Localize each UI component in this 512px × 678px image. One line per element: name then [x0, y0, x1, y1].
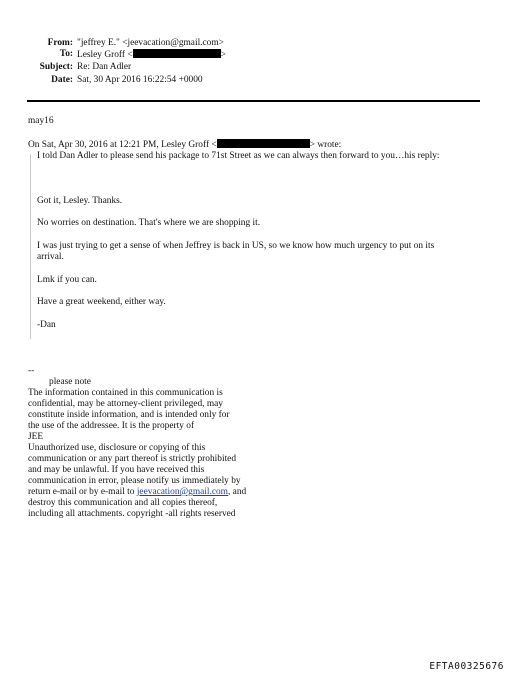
- disclaimer-line: constitute inside information, and is intended only for: [28, 410, 230, 420]
- quote-line: I told Dan Adler to please send his package to 71st Street as we can always then forward to you…his reply:: [37, 151, 440, 161]
- disclaimer-line: including all attachments. copyright -all rights reserved: [28, 509, 236, 519]
- note-title: please note: [49, 377, 91, 387]
- disclaimer-line: communication or any part thereof is strictly prohibited: [28, 454, 237, 464]
- date-value: Sat, 30 Apr 2016 16:22:54 +0000: [77, 75, 203, 85]
- quoted-line: Lmk if you can.: [37, 275, 97, 285]
- email-line-suffix: , and: [227, 487, 247, 497]
- reply-text: may16: [28, 116, 54, 126]
- redaction-box: [217, 139, 310, 148]
- to-value: [77, 49, 226, 61]
- quoted-line: No worries on destination. That's where we are shopping it.: [37, 218, 261, 228]
- disclaimer-line: confidential, may be attorney-client privileged, may: [28, 399, 223, 409]
- disclaimer-line: Unauthorized use, disclosure or copying of this: [28, 443, 206, 453]
- to-label: To:: [59, 49, 73, 59]
- disclaimer-line: and may be unlawful. If you have received this: [28, 465, 205, 475]
- email-line-prefix: return e-mail or by e-mail to: [28, 487, 137, 497]
- disclaimer-line: the use of the addressee. It is the property of: [28, 421, 195, 431]
- quote-intro: [28, 139, 341, 151]
- to-suffix: >: [220, 50, 226, 60]
- quoted-line: Got it, Lesley. Thanks.: [37, 196, 123, 206]
- from-label: From:: [47, 38, 73, 48]
- subject-value: Re: Dan Adler: [77, 62, 132, 72]
- disclaimer-line: communication in error, please notify us immediately by: [28, 476, 241, 486]
- date-label: Date:: [51, 75, 73, 85]
- quote-bar: [30, 154, 31, 339]
- quoted-line: arrival.: [37, 252, 64, 262]
- to-prefix: Lesley Groff <: [77, 50, 133, 60]
- header-divider: [27, 100, 480, 102]
- email-link[interactable]: jeevacation@gmail.com: [136, 487, 228, 497]
- quote-intro-suffix: > wrote:: [309, 140, 342, 150]
- quoted-line: Have a great weekend, either way.: [37, 297, 166, 307]
- disclaimer-line: destroy this communication and all copies thereof,: [28, 498, 218, 508]
- from-value: "jeffrey E." <jeevacation@gmail.com>: [77, 38, 224, 48]
- quoted-line: I was just trying to get a sense of when Jeffrey is back in US, so we know how much urgency to put on its: [37, 241, 435, 251]
- disclaimer-email-line: [28, 487, 246, 498]
- subject-label: Subject:: [39, 62, 73, 72]
- redaction-box: [133, 49, 221, 58]
- disclaimer-line: The information contained in this communication is: [28, 388, 223, 398]
- separator: --: [28, 366, 35, 376]
- document-stamp: EFTA00325676: [429, 661, 504, 672]
- signature: -Dan: [37, 320, 56, 330]
- disclaimer-line: JEE: [28, 432, 44, 442]
- quote-intro-prefix: On Sat, Apr 30, 2016 at 12:21 PM, Lesley Groff <: [28, 140, 217, 150]
